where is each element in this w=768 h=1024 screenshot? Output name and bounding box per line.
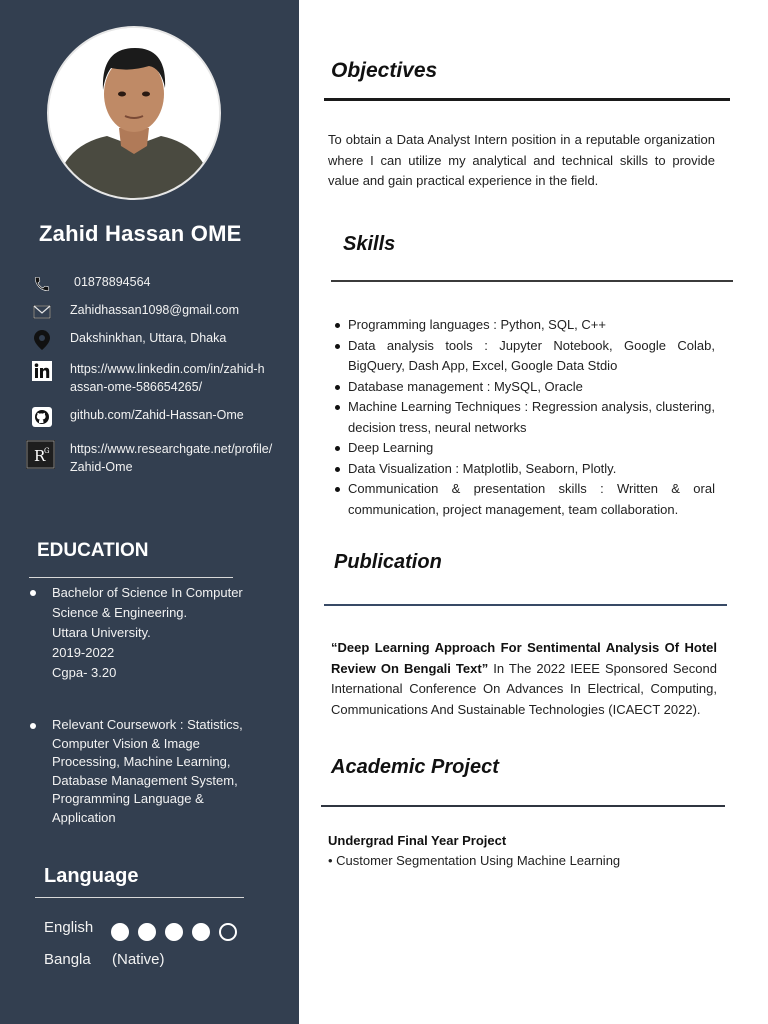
skills-divider [331,280,733,282]
objectives-divider [324,98,730,101]
publication-title: “Deep Learning Approach For Sentimental Analysis Of Hotel Review On Bengali Text” [331,640,717,676]
phone-icon [30,273,54,295]
mail-icon [30,301,54,323]
skills-heading: Skills [343,233,396,255]
researchgate-link[interactable]: https://www.researchgate.net/profile/Zahid-Ome [70,442,273,474]
language-divider [35,897,244,898]
degree-line-1: Bachelor of Science In Computer [52,585,243,600]
degree-item [30,583,262,683]
skill-item: Programming languages : Python, SQL, C++ [334,315,715,336]
coursework-item [30,716,262,827]
degree-line-2: Science & Engineering. [52,605,188,620]
github-icon [30,406,54,428]
skill-item: Data analysis tools : Jupyter Notebook, Google Colab, BigQuery, Dash App, Excel, Google Data Stdio [334,336,715,377]
candidate-name: Zahid Hassan OME [39,221,242,246]
location-pin-icon [30,329,54,351]
linkedin-icon [30,360,54,382]
coursework-list [30,716,262,827]
linkedin-link[interactable]: https://www.linkedin.com/in/zahid-hassan-ome-586654265/ [70,362,265,394]
skill-item: Data Visualization : Matplotlib, Seaborn, Plotly. [334,459,715,480]
language-title: Language [44,865,139,887]
bangla-level: (Native) [112,951,165,968]
education-divider [29,577,233,578]
skill-item: Communication & presentation skills : Written & oral communication, project management, team collaboration. [334,479,715,520]
rating-dot-empty [219,923,237,941]
skill-item: Database management : MySQL, Oracle [334,377,715,398]
english-proficiency-rating [111,923,237,941]
language-bangla: Bangla [44,951,91,968]
rating-dot-filled [192,923,210,941]
education-list [30,583,262,683]
publication-venue: In The 2022 IEEE Sponsored Second International Conference On Advances In Electrical, Computing, Communications And Sustainable Technologies (ICAECT 2022). [331,660,717,717]
skills-list [334,315,715,520]
education-title: EDUCATION [37,540,149,561]
objectives-heading: Objectives [331,59,438,82]
rating-dot-filled [165,923,183,941]
project-item-text: Customer Segmentation Using Machine Learning [336,853,621,868]
publication-entry [331,638,717,720]
coursework-text: Relevant Coursework : Statistics, Computer Vision & Image Processing, Machine Learning, Database Management System, Programming Language & Application [52,717,243,825]
phone-number[interactable]: 01878894564 [74,275,151,289]
university-name: Uttara University. [52,625,151,640]
skill-item: Deep Learning [334,438,715,459]
svg-text:R: R [34,447,46,465]
project-divider [321,805,725,807]
sidebar [0,0,299,1024]
rating-dot-filled [111,923,129,941]
language-english: English [44,919,94,936]
academic-project-heading: Academic Project [331,756,499,778]
github-link[interactable]: github.com/Zahid-Hassan-Ome [70,408,244,422]
degree-years: 2019-2022 [52,645,115,660]
publication-divider [324,604,727,606]
publication-heading: Publication [334,551,442,573]
rating-dot-filled [138,923,156,941]
skill-item: Machine Learning Techniques : Regression analysis, clustering, decision tress, neural networks [334,397,715,438]
project-item: • Customer Segmentation Using Machine Learning [328,853,621,868]
profile-photo [47,26,221,200]
researchgate-icon [26,440,55,469]
svg-text:G: G [44,447,50,455]
project-title: Undergrad Final Year Project [328,833,507,848]
objectives-text: To obtain a Data Analyst Intern position in a reputable organization where I can utilize my analytical and technical skills to provide value and gain practical experience in the field. [328,132,715,188]
location-text: Dakshinkhan, Uttara, Dhaka [70,331,227,345]
email-address[interactable]: Zahidhassan1098@gmail.com [70,303,240,317]
degree-cgpa: Cgpa- 3.20 [52,665,117,680]
